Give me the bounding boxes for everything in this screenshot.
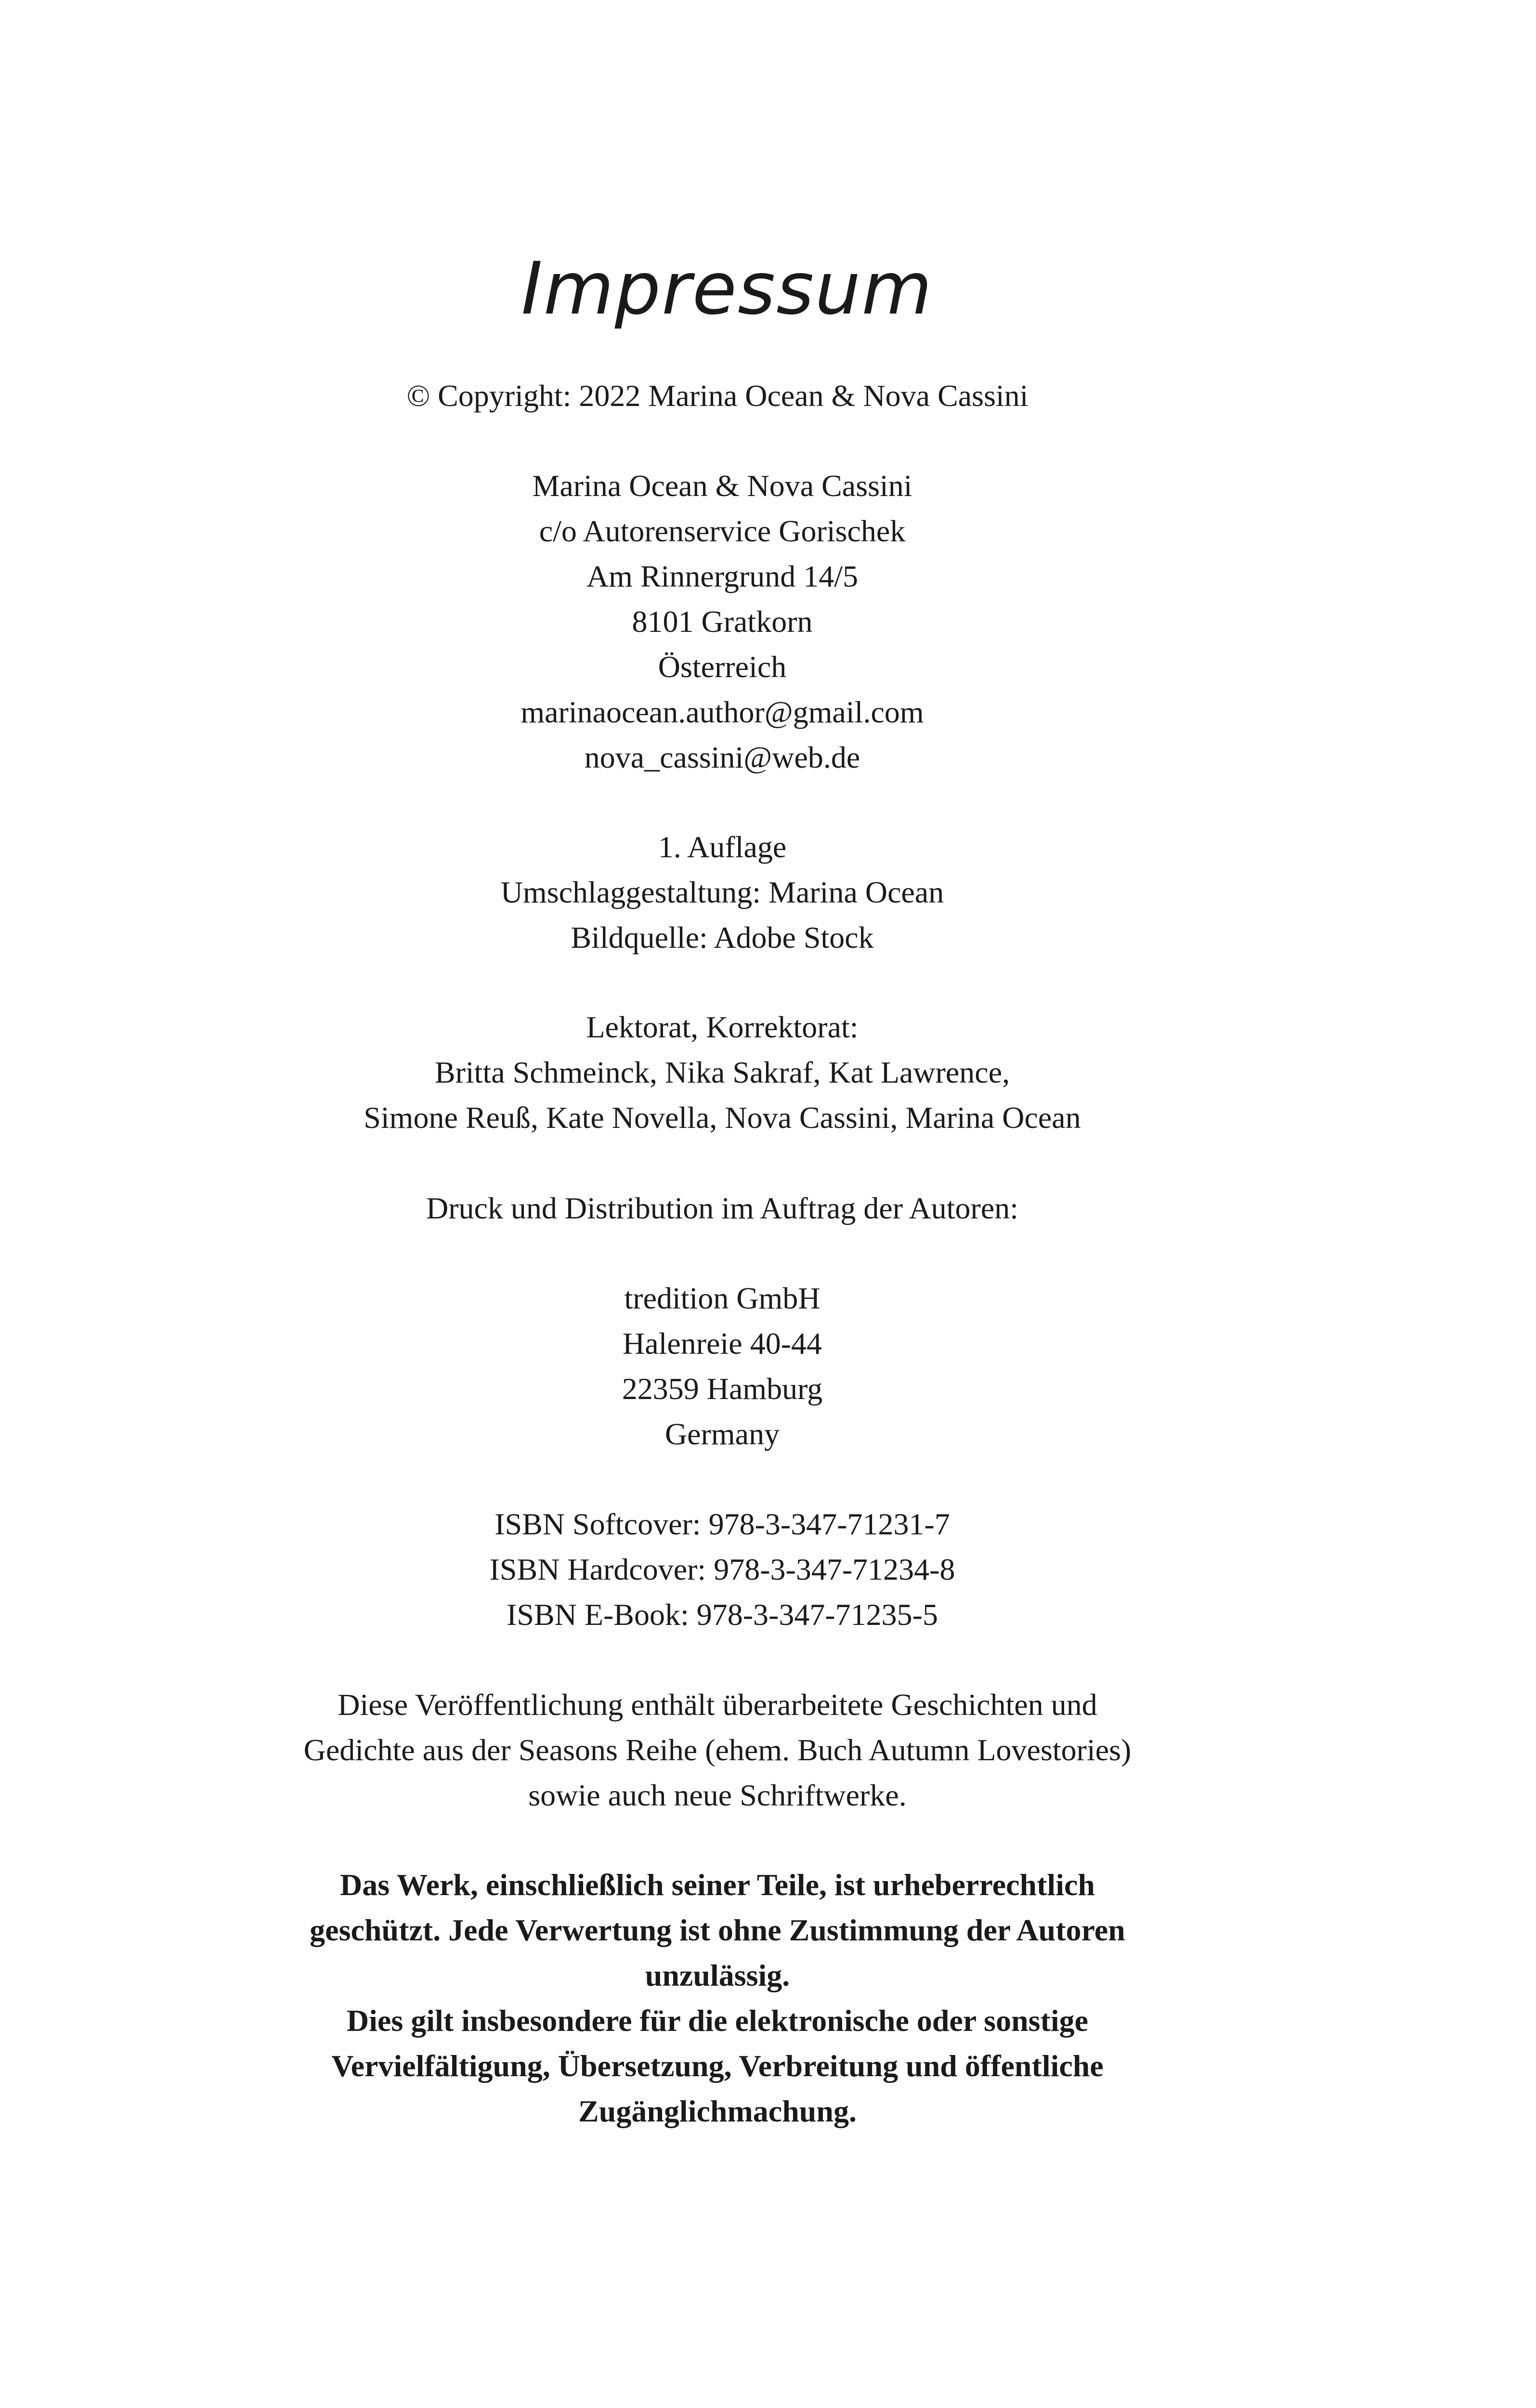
address-line: Marina Ocean & Nova Cassini [532, 469, 912, 503]
address-line: c/o Autorenservice Gorischek [539, 514, 906, 548]
copyright-line [0, 373, 1435, 419]
address-line: Österreich [658, 650, 787, 684]
author-address-block [0, 463, 1445, 780]
email-line: nova_cassini@web.de [584, 740, 860, 774]
publisher-line: tredition GmbH [624, 1281, 820, 1315]
publisher-line: Germany [664, 1417, 780, 1451]
isbn-block [0, 1502, 1445, 1637]
contents-note-line: Gedichte aus der Seasons Reihe (ehem. Buch Autumn Lovestories) [303, 1733, 1132, 1767]
contents-note-block [0, 1682, 1435, 1818]
print-note-block [0, 1186, 1445, 1231]
isbn-line: ISBN E-Book: 978-3-347-71235-5 [507, 1597, 938, 1632]
legal-line: Zugänglichmachung. [578, 2094, 857, 2128]
legal-line: Dies gilt insbesondere für die elektronische oder sonstige [346, 2003, 1089, 2038]
editing-line: Simone Reuß, Kate Novella, Nova Cassini, Marina Ocean [364, 1100, 1081, 1135]
page-title: Impressum [521, 247, 933, 331]
legal-line: Vervielfältigung, Übersetzung, Verbreitung und öffentliche [331, 2049, 1104, 2083]
isbn-line: ISBN Hardcover: 978-3-347-71234-8 [489, 1552, 955, 1586]
print-note: Druck und Distribution im Auftrag der Autoren: [426, 1191, 1019, 1225]
legal-line: geschützt. Jede Verwertung ist ohne Zustimmung der Autoren [310, 1913, 1125, 1947]
isbn-line: ISBN Softcover: 978-3-347-71231-7 [495, 1507, 950, 1541]
legal-line: unzulässig. [645, 1958, 790, 1992]
contents-note-line: Diese Veröffentlichung enthält überarbeitete Geschichten und [338, 1688, 1097, 1722]
edition-block [0, 824, 1445, 960]
contents-note-line: sowie auch neue Schriftwerke. [528, 1778, 907, 1812]
editing-line: Lektorat, Korrektorat: [586, 1010, 859, 1044]
edition-line: Umschlaggestaltung: Marina Ocean [500, 875, 944, 909]
email-line: marinaocean.author@gmail.com [521, 695, 924, 729]
address-line: 8101 Gratkorn [632, 604, 813, 639]
publisher-line: 22359 Hamburg [622, 1372, 823, 1406]
edition-line: Bildquelle: Adobe Stock [571, 920, 874, 955]
address-line: Am Rinnergrund 14/5 [586, 559, 859, 593]
edition-line: 1. Auflage [658, 830, 787, 864]
legal-notice-block [0, 1862, 1435, 2134]
editing-block [0, 1005, 1445, 1140]
legal-line: Das Werk, einschließlich seiner Teile, ist urheberrechtlich [340, 1868, 1095, 1902]
copyright-text: © Copyright: 2022 Marina Ocean & Nova Cassini [406, 379, 1028, 413]
publisher-line: Halenreie 40-44 [622, 1326, 822, 1361]
publisher-block [0, 1276, 1445, 1457]
editing-line: Britta Schmeinck, Nika Sakraf, Kat Lawrence, [434, 1055, 1010, 1089]
